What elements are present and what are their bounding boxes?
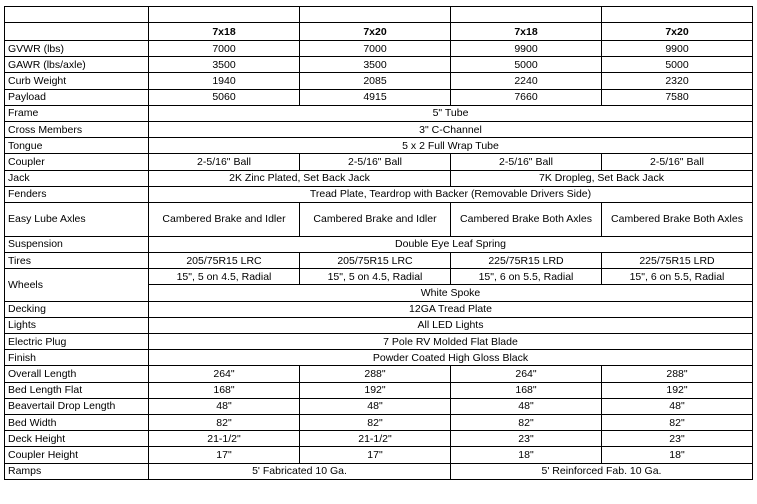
- header-blank-cell: [5, 7, 149, 23]
- cell-value-span: 5" Tube: [149, 105, 753, 121]
- cell-value: 225/75R15 LRD: [451, 253, 602, 269]
- cell-value: 17": [149, 447, 300, 463]
- row-label: GAWR (lbs/axle): [5, 57, 149, 73]
- cell-value: 9900: [451, 41, 602, 57]
- row-label: Lights: [5, 317, 149, 333]
- row-decking: [5, 301, 753, 317]
- cell-value: 192": [300, 382, 451, 398]
- row-wheels: [5, 269, 753, 285]
- cell-value: Cambered Brake and Idler: [149, 202, 300, 236]
- cell-value: 2320: [602, 73, 753, 89]
- row-overall-length: [5, 366, 753, 382]
- row-label: Curb Weight: [5, 73, 149, 89]
- cell-value: 264": [451, 366, 602, 382]
- cell-value: 48": [451, 398, 602, 414]
- cell-value: 48": [300, 398, 451, 414]
- row-easy-lube-axles: [5, 202, 753, 236]
- row-gawr: [5, 57, 753, 73]
- cell-value: 7660: [451, 89, 602, 105]
- spec-table: [4, 6, 753, 480]
- cell-value: 5000: [451, 57, 602, 73]
- cell-value: 21-1/2": [149, 431, 300, 447]
- cell-value: 9900: [602, 41, 753, 57]
- model-header: 7x20: [300, 23, 451, 41]
- cell-value: 82": [300, 414, 451, 430]
- cell-value: Cambered Brake Both Axles: [602, 202, 753, 236]
- cell-value: 23": [451, 431, 602, 447]
- row-tongue: [5, 138, 753, 154]
- cell-value: 168": [451, 382, 602, 398]
- row-frame: [5, 105, 753, 121]
- cell-value: 21-1/2": [300, 431, 451, 447]
- row-label: GVWR (lbs): [5, 41, 149, 57]
- cell-value: 225/75R15 LRD: [602, 253, 753, 269]
- cell-value: 288": [602, 366, 753, 382]
- cell-value: 18": [451, 447, 602, 463]
- row-electric-plug: [5, 334, 753, 350]
- row-cross-members: [5, 121, 753, 137]
- row-ramps: [5, 463, 753, 479]
- cell-value: 82": [149, 414, 300, 430]
- cell-value: 82": [451, 414, 602, 430]
- cell-value: 288": [300, 366, 451, 382]
- cell-value: 7000: [149, 41, 300, 57]
- cell-value-span: Double Eye Leaf Spring: [149, 236, 753, 252]
- cell-value: 82": [602, 414, 753, 430]
- cell-value-span: 12GA Tread Plate: [149, 301, 753, 317]
- cell-value: 4915: [300, 89, 451, 105]
- row-label: Beavertail Drop Length: [5, 398, 149, 414]
- cell-value: 192": [602, 382, 753, 398]
- cell-value: 7000: [300, 41, 451, 57]
- row-deck-height: [5, 431, 753, 447]
- cell-value-span: Powder Coated High Gloss Black: [149, 350, 753, 366]
- row-label: Jack: [5, 170, 149, 186]
- row-label: Fenders: [5, 186, 149, 202]
- row-lights: [5, 317, 753, 333]
- row-coupler: [5, 154, 753, 170]
- cell-value: 5060: [149, 89, 300, 105]
- cell-value-span: 3" C-Channel: [149, 121, 753, 137]
- row-beavertail-drop-length: [5, 398, 753, 414]
- row-label: Ramps: [5, 463, 149, 479]
- row-label: Overall Length: [5, 366, 149, 382]
- row-label: Tongue: [5, 138, 149, 154]
- cell-value-span: Tread Plate, Teardrop with Backer (Removable Drivers Side): [149, 186, 753, 202]
- cell-value: 2-5/16" Ball: [300, 154, 451, 170]
- row-jack: [5, 170, 753, 186]
- cell-value: 264": [149, 366, 300, 382]
- header-spacer-row: [5, 7, 753, 23]
- row-label: Tires: [5, 253, 149, 269]
- cell-value-span: White Spoke: [149, 285, 753, 301]
- cell-value-span: 5' Reinforced Fab. 10 Ga.: [451, 463, 753, 479]
- cell-value: 205/75R15 LRC: [149, 253, 300, 269]
- row-label: Payload: [5, 89, 149, 105]
- cell-value: Cambered Brake Both Axles: [451, 202, 602, 236]
- cell-value-span: 7 Pole RV Molded Flat Blade: [149, 334, 753, 350]
- cell-value: 2-5/16" Ball: [149, 154, 300, 170]
- row-label: Deck Height: [5, 431, 149, 447]
- cell-value: 205/75R15 LRC: [300, 253, 451, 269]
- row-label: Suspension: [5, 236, 149, 252]
- row-label: Decking: [5, 301, 149, 317]
- row-label: Bed Width: [5, 414, 149, 430]
- row-label: Easy Lube Axles: [5, 202, 149, 236]
- cell-value: 2085: [300, 73, 451, 89]
- cell-value: 3500: [300, 57, 451, 73]
- row-label: Finish: [5, 350, 149, 366]
- row-tires: [5, 253, 753, 269]
- cell-value: 168": [149, 382, 300, 398]
- cell-value: 23": [602, 431, 753, 447]
- cell-value: Cambered Brake and Idler: [300, 202, 451, 236]
- cell-value-span: All LED Lights: [149, 317, 753, 333]
- cell-value: 2-5/16" Ball: [451, 154, 602, 170]
- model-header: 7x18: [451, 23, 602, 41]
- header-row: [5, 23, 753, 41]
- cell-value: 2-5/16" Ball: [602, 154, 753, 170]
- row-label: Coupler: [5, 154, 149, 170]
- cell-value: 15", 5 on 4.5, Radial: [149, 269, 300, 285]
- row-curb-weight: [5, 73, 753, 89]
- cell-value: 2240: [451, 73, 602, 89]
- cell-value: 15", 6 on 5.5, Radial: [602, 269, 753, 285]
- header-corner-cell: [5, 23, 149, 41]
- cell-value-span: 7K Dropleg, Set Back Jack: [451, 170, 753, 186]
- row-suspension: [5, 236, 753, 252]
- row-fenders: [5, 186, 753, 202]
- cell-value: 17": [300, 447, 451, 463]
- row-label: Frame: [5, 105, 149, 121]
- cell-value: 15", 5 on 4.5, Radial: [300, 269, 451, 285]
- row-label: Electric Plug: [5, 334, 149, 350]
- model-header: 7x18: [149, 23, 300, 41]
- cell-value-span: 5 x 2 Full Wrap Tube: [149, 138, 753, 154]
- row-label: Cross Members: [5, 121, 149, 137]
- row-coupler-height: [5, 447, 753, 463]
- row-finish: [5, 350, 753, 366]
- row-bed-width: [5, 414, 753, 430]
- cell-value: 5000: [602, 57, 753, 73]
- row-gvwr: [5, 41, 753, 57]
- cell-value: 48": [602, 398, 753, 414]
- cell-value: 1940: [149, 73, 300, 89]
- cell-value: 15", 6 on 5.5, Radial: [451, 269, 602, 285]
- row-label: Coupler Height: [5, 447, 149, 463]
- row-payload: [5, 89, 753, 105]
- cell-value: 7580: [602, 89, 753, 105]
- cell-value-span: 5' Fabricated 10 Ga.: [149, 463, 451, 479]
- cell-value: 18": [602, 447, 753, 463]
- cell-value-span: 2K Zinc Plated, Set Back Jack: [149, 170, 451, 186]
- row-bed-length-flat: [5, 382, 753, 398]
- cell-value: 48": [149, 398, 300, 414]
- row-label: Bed Length Flat: [5, 382, 149, 398]
- cell-value: 3500: [149, 57, 300, 73]
- row-label: Wheels: [5, 269, 149, 301]
- model-header: 7x20: [602, 23, 753, 41]
